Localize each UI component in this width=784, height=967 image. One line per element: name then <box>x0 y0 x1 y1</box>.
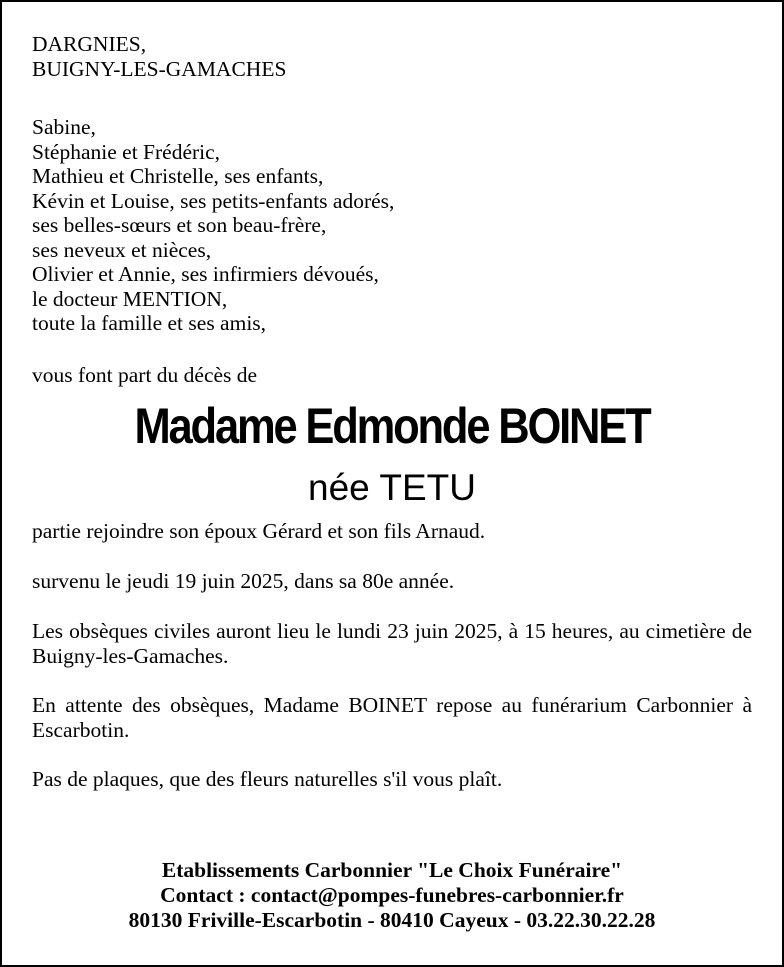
family-line: Olivier et Annie, ses infirmiers dévoués, <box>32 262 379 286</box>
family-list <box>32 115 752 336</box>
family-line: toute la famille et ses amis, <box>32 311 267 335</box>
funeral-home-footer <box>2 858 782 933</box>
death-date-text: survenu le jeudi 19 juin 2025, dans sa 80e année. <box>32 569 455 593</box>
maiden-name: née TETU <box>308 467 476 508</box>
flowers-note: Pas de plaques, que des fleurs naturelles s'il vous plaît. <box>32 767 503 791</box>
family-line: Kévin et Louise, ses petits-enfants adorés, <box>32 188 395 213</box>
location-line: DARGNIES, <box>32 32 147 56</box>
location-header <box>32 32 752 81</box>
family-line: Sabine, <box>32 115 96 139</box>
family-line: Mathieu et Christelle, ses enfants, <box>32 164 324 188</box>
family-line: ses belles-sœurs et son beau-frère, <box>32 213 327 237</box>
family-line: le docteur MENTION, <box>32 286 228 311</box>
repose-details: En attente des obsèques, Madame BOINET repose au funérarium Carbonnier à Escarbotin. <box>32 693 752 742</box>
family-line: ses neveux et nièces, <box>32 237 212 262</box>
announcement-intro: vous font part du décès de <box>32 363 258 387</box>
company-name: Etablissements Carbonnier "Le Choix Funéraire" <box>161 858 623 882</box>
contact-line: Contact : contact@pompes-funebres-carbonnier.fr <box>160 883 624 907</box>
deceased-name: Madame Edmonde BOINET <box>134 398 650 454</box>
location-line: BUIGNY-LES-GAMACHES <box>32 56 287 81</box>
funeral-details: Les obsèques civiles auront lieu le lundi 23 juin 2025, à 15 heures, au cimetière de Buigny-les-Gamaches. <box>32 619 752 668</box>
rejoined-text: partie rejoindre son époux Gérard et son fils Arnaud. <box>32 519 486 543</box>
address-line: 80130 Friville-Escarbotin - 80410 Cayeux - 03.22.30.22.28 <box>128 908 656 932</box>
family-line: Stéphanie et Frédéric, <box>32 139 221 164</box>
